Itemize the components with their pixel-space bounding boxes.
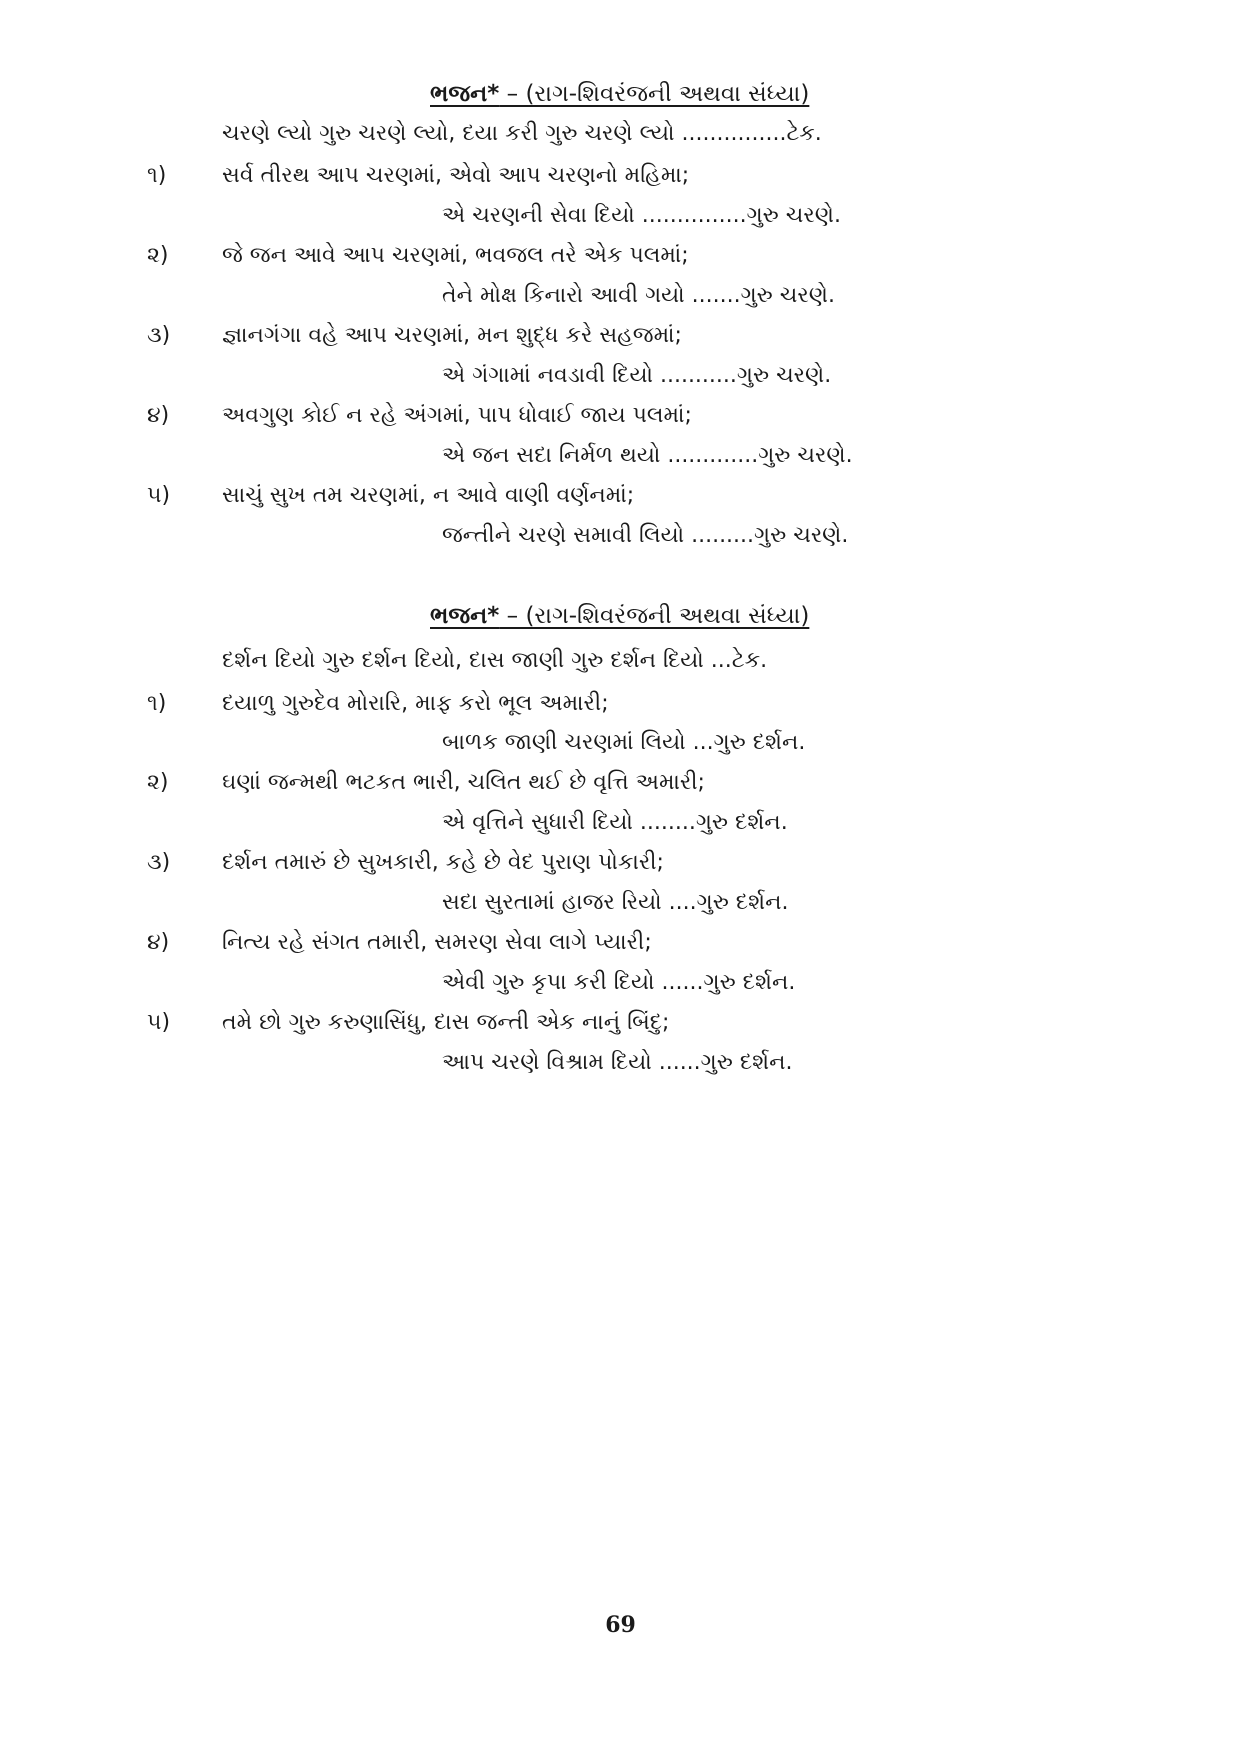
stanza-number: ૨) xyxy=(147,243,169,268)
stanza-line: દર્શન તમારું છે સુખકારી, કહે છે વેદ પુરાણ પોકારી; xyxy=(222,850,664,875)
stanza-refrain: સદા સુરતામાં હાજર રિયો ....ગુરુ દર્શન. xyxy=(442,890,789,915)
page-number: 69 xyxy=(605,1612,636,1638)
stanza-line: નિત્ય રહે સંગત તમારી, સમરણ સેવા લાગે પ્યારી; xyxy=(222,930,652,955)
stanza-line: સાચું સુખ તમ ચરણમાં, ન આવે વાણી વર્ણનમાં; xyxy=(222,483,635,508)
bhajan-raag: – (રાગ-શિવરંજની અથવા સંધ્યા) xyxy=(499,603,810,629)
bhajan-tek: દર્શન દિયો ગુરુ દર્શન દિયો, દાસ જાણી ગુરુ દર્શન દિયો ...ટેક. xyxy=(222,648,768,673)
bhajan-title-label: ભજન* xyxy=(430,81,500,107)
stanza-number: ૪) xyxy=(147,403,170,428)
stanza-refrain: આપ ચરણે વિશ્રામ દિયો ......ગુરુ દર્શન. xyxy=(442,1050,793,1075)
bhajan-raag: – (રાગ-શિવરંજની અથવા સંધ્યા) xyxy=(499,81,810,107)
bhajan-title xyxy=(430,600,830,632)
stanza-refrain: એ જન સદા નિર્મળ થયો .............ગુરુ ચરણે. xyxy=(442,443,853,468)
stanza-number: ૨) xyxy=(147,770,169,795)
stanza-line: અવગુણ કોઈ ન રહે અંગમાં, પાપ ધોવાઈ જાય પલમાં; xyxy=(222,403,692,428)
stanza-line: જે જન આવે આપ ચરણમાં, ભવજલ તરે એક પલમાં; xyxy=(222,243,689,268)
stanza-line: તમે છો ગુરુ કરુણાસિંધુ, દાસ જન્તી એક નાનું બિંદુ; xyxy=(222,1010,670,1035)
stanza-refrain: એ ચરણની સેવા દિયો ...............ગુરુ ચરણે. xyxy=(442,203,841,228)
stanza-line: જ્ઞાનગંગા વહે આપ ચરણમાં, મન શુદ્ધ કરે સહજમાં; xyxy=(222,323,682,348)
stanza-number: ૫) xyxy=(147,1010,171,1035)
stanza-refrain: તેને મોક્ષ કિનારો આવી ગયો .......ગુરુ ચરણે. xyxy=(442,283,835,308)
stanza-number: ૧) xyxy=(147,691,167,716)
stanza-number: ૫) xyxy=(147,483,171,508)
stanza-refrain: જન્તીને ચરણે સમાવી લિયો .........ગુરુ ચરણે. xyxy=(442,523,849,548)
stanza-number: ૪) xyxy=(147,930,170,955)
stanza-refrain: બાળક જાણી ચરણમાં લિયો ...ગુરુ દર્શન. xyxy=(442,730,806,755)
stanza-line: ઘણાં જન્મથી ભટકત ભારી, ચલિત થઈ છે વૃત્તિ અમારી; xyxy=(222,770,705,795)
bhajan-tek: ચરણે લ્યો ગુરુ ચરણે લ્યો, દયા કરી ગુરુ ચરણે લ્યો ...............ટેક. xyxy=(222,121,822,146)
stanza-refrain: એ વૃત્તિને સુધારી દિયો ........ગુરુ દર્શન. xyxy=(442,810,788,835)
stanza-number: ૩) xyxy=(147,850,171,875)
bhajan-title xyxy=(430,78,830,110)
stanza-refrain: એવી ગુરુ કૃપા કરી દિયો ......ગુરુ દર્શન. xyxy=(442,970,796,995)
bhajan-title-label: ભજન* xyxy=(430,603,500,629)
stanza-line: દયાળુ ગુરુદેવ મોરારિ, માફ કરો ભૂલ અમારી; xyxy=(222,691,609,716)
stanza-number: ૩) xyxy=(147,323,171,348)
stanza-number: ૧) xyxy=(147,163,167,188)
stanza-line: સર્વ તીરથ આપ ચરણમાં, એવો આપ ચરણનો મહિમા; xyxy=(222,163,690,188)
stanza-refrain: એ ગંગામાં નવડાવી દિયો ...........ગુરુ ચરણે. xyxy=(442,363,832,388)
